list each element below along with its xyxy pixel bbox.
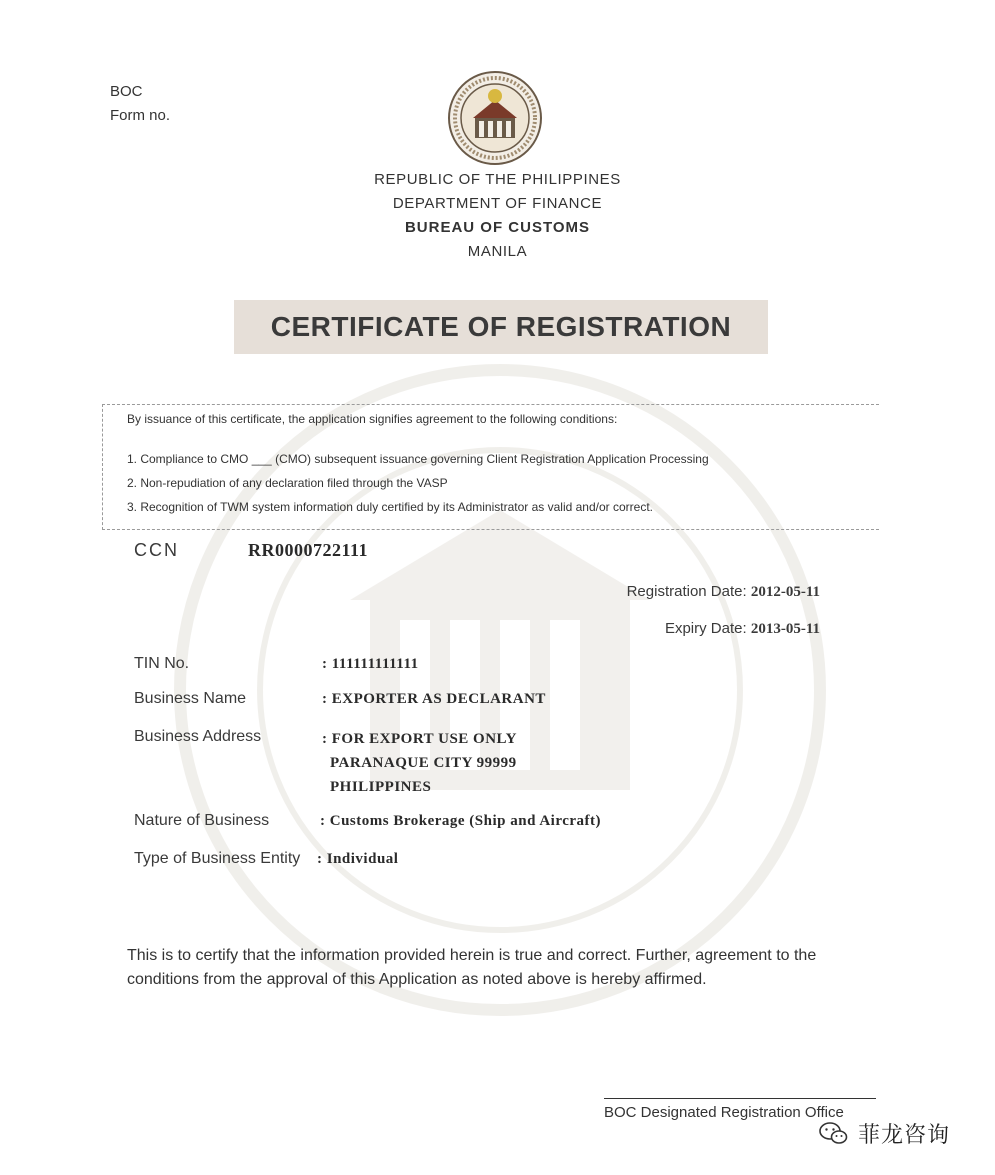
ccn-value: RR0000722111 [248,540,369,560]
wechat-icon [818,1121,848,1145]
address-line: PHILIPPINES [330,779,432,795]
certificate-title: CERTIFICATE OF REGISTRATION [270,311,732,342]
condition-item: 3. Recognition of TWM system information duly certified by its Administrator as valid and/or correct. [127,500,653,514]
expiry-date-row [665,620,820,638]
business-address-label: Business Address [134,728,262,745]
business-address-value [322,727,517,799]
business-name-label: Business Name [134,690,247,707]
ccn-label: CCN [134,540,179,560]
signature-line [604,1098,876,1099]
address-line: PARANAQUE CITY 99999 [330,755,517,771]
tin-label: TIN No. [134,655,190,672]
certification-statement: This is to certify that the information provided herein is true and correct. Further, agreement to the conditions from the approval of this Application as noted above is hereby affirmed. [127,947,817,988]
header-department: DEPARTMENT OF FINANCE [392,195,603,212]
business-name-value: : EXPORTER AS DECLARANT [322,691,546,707]
issuing-authority-header [0,168,995,264]
registration-date-row [627,583,820,601]
nature-of-business-label: Nature of Business [134,812,270,829]
bureau-of-customs-seal [447,70,543,166]
condition-item: 1. Compliance to CMO ___ (CMO) subsequent issuance governing Client Registration Application Processing [127,452,709,466]
form-line-boc: BOC [110,83,143,100]
expiry-date-label: Expiry Date: [664,620,747,637]
form-line-number: Form no. [110,107,171,124]
header-bureau: BUREAU OF CUSTOMS [404,219,591,236]
nature-of-business-value: : Customs Brokerage (Ship and Aircraft) [320,813,602,829]
condition-item: 2. Non-repudiation of any declaration filed through the VASP [127,476,448,490]
business-entity-value: : Individual [317,851,399,867]
header-city: MANILA [467,243,528,260]
business-entity-label: Type of Business Entity [134,850,301,867]
expiry-date-value: 2013-05-11 [750,621,820,637]
watermark-text: 菲龙咨询 [858,1122,951,1147]
tin-value: : 111111111111 [322,656,419,672]
form-number [110,80,170,128]
header-republic: REPUBLIC OF THE PHILIPPINES [374,171,621,188]
address-line: : FOR EXPORT USE ONLY [322,731,518,747]
signature-label: BOC Designated Registration Office [604,1104,844,1121]
registration-date-value: 2012-05-11 [750,584,820,600]
conditions-intro: By issuance of this certificate, the application signifies agreement to the following conditions: [127,412,618,426]
registration-date-label: Registration Date: [626,583,747,600]
